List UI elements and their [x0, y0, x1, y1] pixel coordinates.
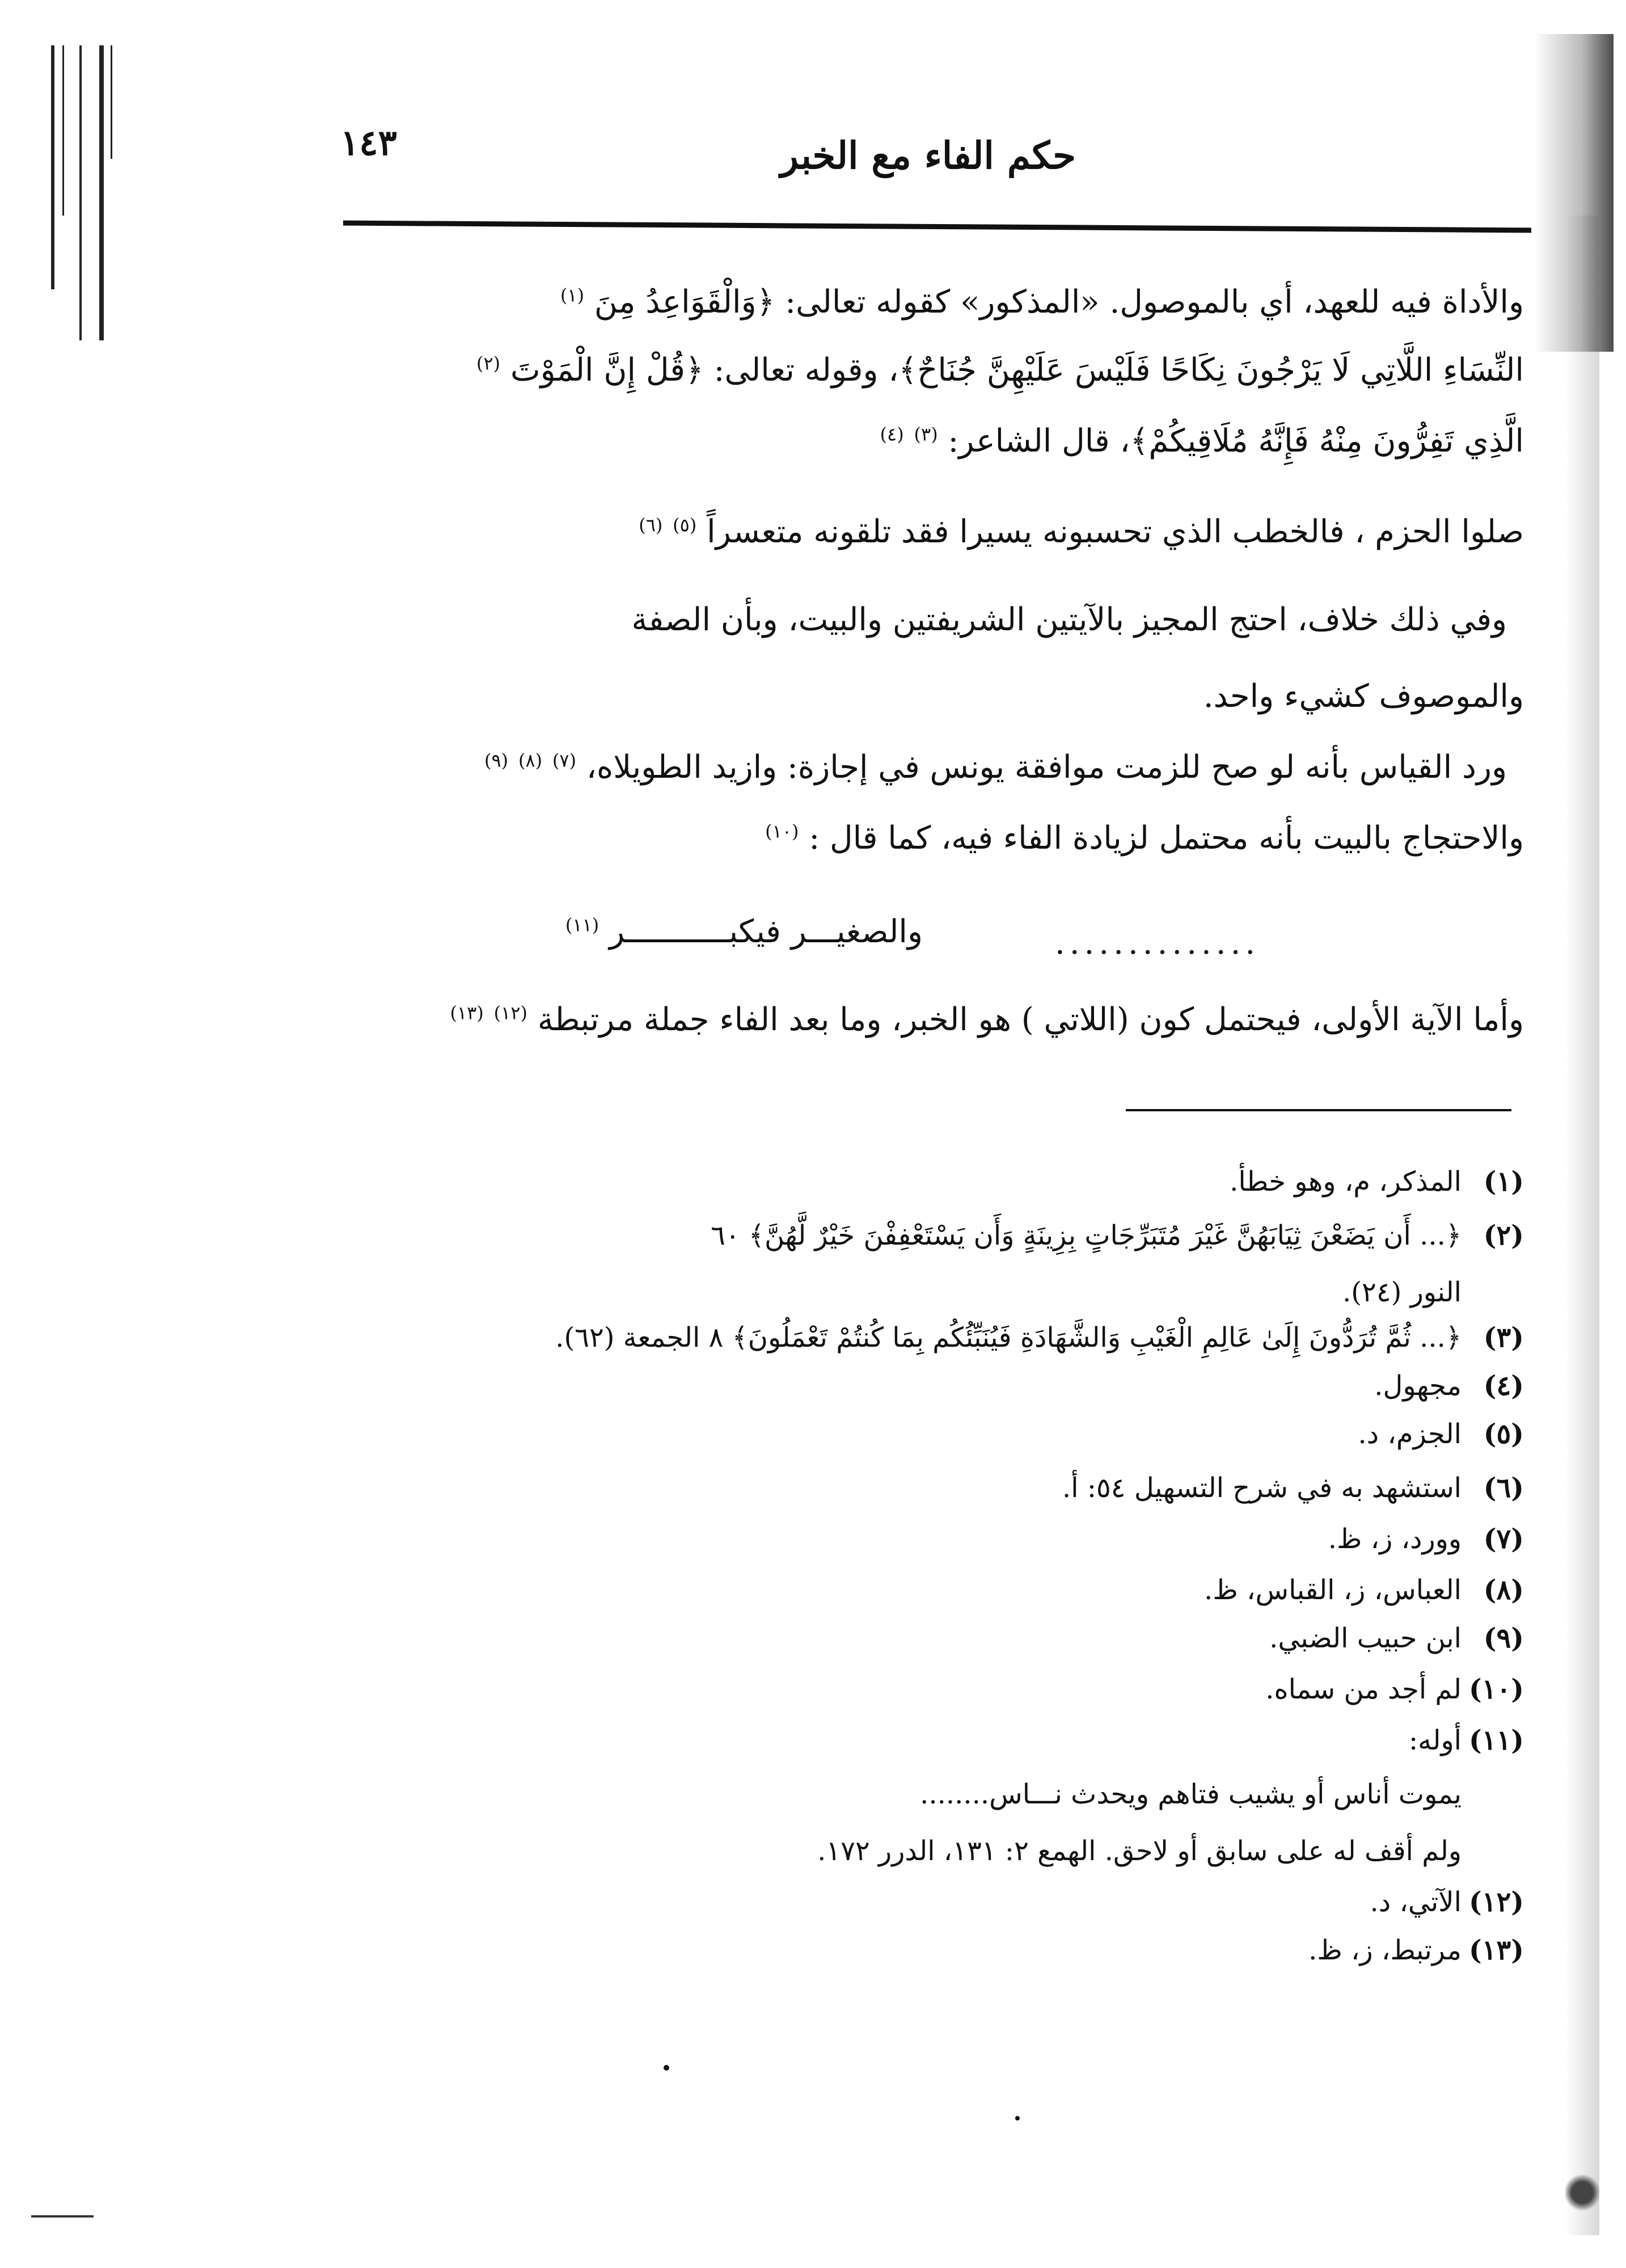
- body-line: [476, 352, 1524, 389]
- verse-text: والصغيـــر فيكبـــــــــــر: [609, 913, 923, 950]
- footnote-text: يموت أناس أو يشيب فتاهم ويحدث نـــاس........: [920, 1778, 1462, 1810]
- page-number: ١٤٣: [340, 122, 397, 163]
- footnote-text: ﴿... أَن يَضَعْنَ ثِيَابَهُنَّ غَيْرَ مُتَبَرِّجَاتٍ بِزِينَةٍ وَأَن يَسْتَعْفِفْنَ خَيْرٌ لَّهُنَّ﴾ ٦٠: [711, 1220, 1462, 1251]
- footnote-item: [1230, 1166, 1524, 1198]
- body-line: [880, 423, 1524, 459]
- footnote-text: المذكر، م، وهو خطأ.: [1230, 1166, 1462, 1198]
- footnote-item: [1265, 1673, 1524, 1705]
- footnote-item: [711, 1220, 1524, 1251]
- footnote-ref: (٥): [673, 514, 697, 536]
- footnote-item: [1370, 1886, 1524, 1918]
- body-text: وفي ذلك خلاف، احتج المجيز بالآيتين الشريفتين والبيت، وبأن الصفة: [631, 601, 1507, 638]
- footnote-ref: (٤): [880, 423, 904, 445]
- footnote-number: (٥): [1483, 1418, 1524, 1450]
- footnote-text: لم أجد من سماه.: [1265, 1673, 1462, 1705]
- footnote-item: [1374, 1370, 1524, 1402]
- footnote-text: ولم أقف له على سابق أو لاحق. الهمع ٢: ١٣١، الدرر ١٧٢.: [817, 1835, 1462, 1867]
- footnote-item: [817, 1835, 1524, 1867]
- footnote-text: استشهد به في شرح التسهيل ٥٤: أ.: [1062, 1472, 1462, 1504]
- footnote-ref: (٢): [476, 352, 501, 374]
- footnote-item: [555, 1322, 1524, 1354]
- footnote-text: ابن حبيب الضبي.: [1269, 1622, 1462, 1654]
- footnote-item: [1409, 1725, 1524, 1756]
- footnote-item: [1342, 1276, 1524, 1308]
- body-line: [632, 601, 1507, 638]
- body-text: ورد القياس بأنه لو صح للزمت موافقة يونس في إجازة: وازيد الطويلاه،: [586, 749, 1507, 786]
- corner-smudge: [1565, 2167, 1599, 2218]
- footnote-text: وورد، ز، ظ.: [1328, 1523, 1462, 1555]
- body-text: والأداة فيه للعهد، أي بالموصول. «المذكور» كقوله تعالى: ﴿وَالْقَوَاعِدُ مِنَ: [594, 284, 1524, 321]
- footnote-number: (٤): [1483, 1370, 1524, 1402]
- footnote-number: (٨): [1483, 1574, 1524, 1606]
- footnote-item: [1204, 1574, 1524, 1606]
- binding-edge-mark: [45, 45, 113, 295]
- footnote-item: [1358, 1418, 1524, 1450]
- footnote-ref: (٩): [484, 749, 509, 772]
- footnote-number: (١٢): [1469, 1886, 1524, 1918]
- edge-mark: [31, 2215, 94, 2218]
- verse-text: صلوا الحزم ، فالخطب الذي تحسبونه يسيرا فقد تلقونه متعسراً: [707, 513, 1524, 550]
- body-text: والموصوف كشيء واحد.: [1203, 678, 1524, 715]
- ink-speck: [1015, 2116, 1020, 2121]
- verse-hemistich: [565, 913, 923, 950]
- footnote-ref: (١): [560, 284, 585, 306]
- footnote-number: (٦): [1483, 1472, 1524, 1504]
- footnote-number: (١): [1483, 1166, 1524, 1198]
- footnote-number: (١١): [1469, 1725, 1524, 1756]
- body-text: الَّذِي تَفِرُّونَ مِنْهُ فَإِنَّهُ مُلَاقِيكُمْ﴾، قال الشاعر:: [948, 423, 1524, 459]
- footnote-ref: (١٣): [450, 1002, 484, 1024]
- footnote-ref: (٣): [914, 423, 938, 445]
- footnote-item: [920, 1778, 1524, 1810]
- body-text: وأما الآية الأولى، فيحتمل كون (اللاتي ) هو الخبر، وما بعد الفاء جملة مرتبطة: [537, 1001, 1524, 1038]
- body-line: [560, 284, 1524, 321]
- body-line: [1203, 678, 1524, 715]
- footnote-text: مجهول.: [1374, 1370, 1462, 1402]
- footnote-item: [1308, 1934, 1524, 1966]
- footnote-ref: (١٢): [493, 1002, 528, 1024]
- footnote-ref: (٦): [639, 514, 663, 536]
- footnote-ref: (١١): [565, 914, 599, 936]
- footnote-number: (١٠): [1469, 1673, 1524, 1705]
- page-edge-shadow: [1565, 216, 1599, 2235]
- footnote-text: ﴿... ثُمَّ تُرَدُّونَ إِلَىٰ عَالِمِ الْغَيْبِ وَالشَّهَادَةِ فَيُنَبِّئُكُم بِمَا كُنتُمْ تَعْمَلُونَ﴾ ٨ الجمعة (٦٢).: [555, 1322, 1462, 1354]
- footnote-ref: (٧): [552, 749, 577, 772]
- footnote-text: مرتبط، ز، ظ.: [1308, 1934, 1462, 1966]
- footnote-item: [1269, 1622, 1524, 1654]
- footnote-text: الجزم، د.: [1358, 1418, 1462, 1450]
- body-line: [450, 1001, 1524, 1038]
- footnote-item: [1328, 1523, 1524, 1555]
- footnote-text: العباس، ز، القباس، ظ.: [1204, 1574, 1462, 1606]
- body-line: [484, 749, 1507, 786]
- footnote-number: (٩): [1483, 1622, 1524, 1654]
- footnote-number: (٧): [1483, 1523, 1524, 1555]
- header-rule: [343, 221, 1531, 233]
- footnote-separator: [1126, 1109, 1511, 1111]
- footnote-ref: (١٠): [765, 820, 799, 842]
- footnote-text: أوله:: [1408, 1725, 1462, 1756]
- footnote-number: (٣): [1483, 1322, 1524, 1354]
- body-text: النِّسَاءِ اللَّاتِي لَا يَرْجُونَ نِكَاحًا فَلَيْسَ عَلَيْهِنَّ جُنَاحٌ﴾، وقوله تعالى: ﴿قُلْ إِنَّ الْمَوْتَ: [510, 352, 1524, 389]
- footnote-text: الآتي، د.: [1370, 1886, 1462, 1918]
- footnote-item: [1062, 1472, 1524, 1504]
- footnote-number: (١٣): [1469, 1934, 1524, 1966]
- footnote-text: النور (٢٤).: [1342, 1276, 1462, 1308]
- verse-ellipsis: ..............: [1055, 925, 1260, 962]
- footnote-number: (٢): [1483, 1220, 1524, 1251]
- footnote-ref: (٨): [518, 749, 543, 772]
- body-text: والاحتجاج بالبيت بأنه محتمل لزيادة الفاء فيه، كما قال :: [809, 820, 1524, 857]
- body-line: [765, 820, 1524, 857]
- verse-line: [639, 513, 1524, 550]
- running-title: حكم الفاء مع الخبر: [780, 133, 1076, 178]
- ink-speck: [664, 2065, 669, 2071]
